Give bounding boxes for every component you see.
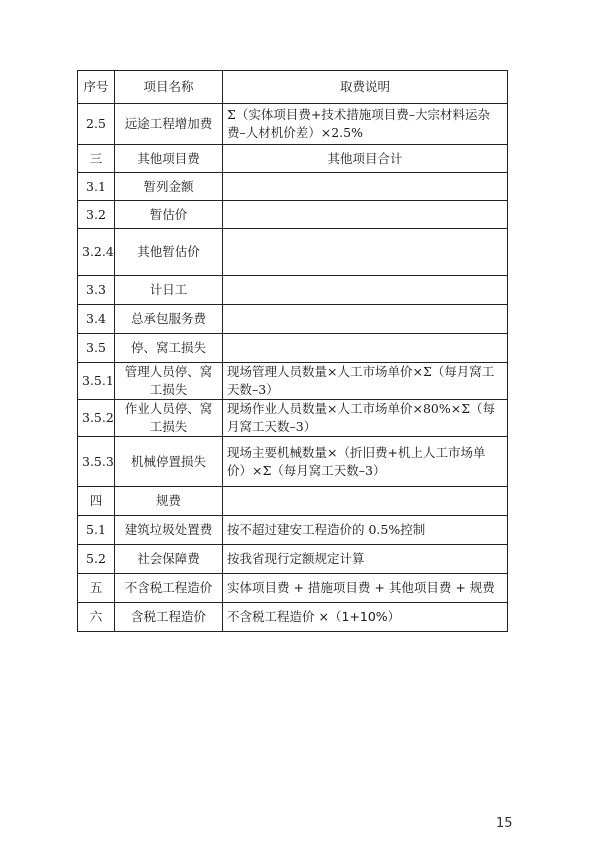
cell-item-name: 不含税工程造价 bbox=[115, 574, 223, 603]
cell-no: 5.2 bbox=[78, 545, 115, 574]
cell-no: 3.3 bbox=[78, 276, 115, 305]
page-number: 15 bbox=[496, 816, 513, 831]
cell-fee-description: 按不超过建安工程造价的 0.5%控制 bbox=[223, 516, 508, 545]
table-row bbox=[78, 400, 508, 437]
cell-no: 3.5.2 bbox=[78, 400, 115, 437]
cell-item-name: 含税工程造价 bbox=[115, 603, 223, 632]
cell-fee-description: 实体项目费 + 措施项目费 + 其他项目费 + 规费 bbox=[223, 574, 508, 603]
table-row bbox=[78, 305, 508, 334]
cell-no: 3.2.4 bbox=[78, 229, 115, 276]
cell-item-name: 暂列金额 bbox=[115, 173, 223, 201]
cell-no: 3.2 bbox=[78, 201, 115, 229]
cell-no: 六 bbox=[78, 603, 115, 632]
cell-fee-description: 现场管理人员数量×人工市场单价×Σ（每月窝工天数–3） bbox=[223, 363, 508, 400]
table-row bbox=[78, 173, 508, 201]
table-row bbox=[78, 545, 508, 574]
cell-item-name: 作业人员停、窝工损失 bbox=[115, 400, 223, 437]
cell-fee-description bbox=[223, 487, 508, 516]
cell-item-name: 其他项目费 bbox=[115, 145, 223, 173]
cell-no: 三 bbox=[78, 145, 115, 173]
cell-no: 3.1 bbox=[78, 173, 115, 201]
table-row bbox=[78, 603, 508, 632]
cell-fee-description bbox=[223, 229, 508, 276]
cell-item-name: 其他暂估价 bbox=[115, 229, 223, 276]
cell-fee-description: 其他项目合计 bbox=[223, 145, 508, 173]
table-row bbox=[78, 276, 508, 305]
table-row bbox=[78, 516, 508, 545]
cell-item-name: 停、窝工损失 bbox=[115, 334, 223, 363]
table-row bbox=[78, 574, 508, 603]
cell-fee-description bbox=[223, 173, 508, 201]
table-row bbox=[78, 201, 508, 229]
table-header-row bbox=[78, 71, 508, 104]
cell-item-name: 建筑垃圾处置费 bbox=[115, 516, 223, 545]
header-name: 项目名称 bbox=[115, 71, 223, 104]
table-row bbox=[78, 104, 508, 145]
table-row bbox=[78, 487, 508, 516]
cell-item-name: 计日工 bbox=[115, 276, 223, 305]
table-row bbox=[78, 145, 508, 173]
table-row bbox=[78, 437, 508, 487]
table-row bbox=[78, 229, 508, 276]
cell-fee-description: 不含税工程造价 ×（1+10%） bbox=[223, 603, 508, 632]
cell-fee-description bbox=[223, 305, 508, 334]
header-desc: 取费说明 bbox=[223, 71, 508, 104]
cell-item-name: 管理人员停、窝工损失 bbox=[115, 363, 223, 400]
fee-table bbox=[77, 70, 508, 632]
cell-fee-description bbox=[223, 276, 508, 305]
cell-item-name: 社会保障费 bbox=[115, 545, 223, 574]
cell-item-name: 机械停置损失 bbox=[115, 437, 223, 487]
cell-no: 五 bbox=[78, 574, 115, 603]
cell-fee-description: Σ（实体项目费+技术措施项目费–大宗材料运杂费–人材机价差）×2.5% bbox=[223, 104, 508, 145]
cell-fee-description: 现场作业人员数量×人工市场单价×80%×Σ（每月窝工天数–3） bbox=[223, 400, 508, 437]
cell-fee-description: 现场主要机械数量×（折旧费+机上人工市场单价）×Σ（每月窝工天数–3） bbox=[223, 437, 508, 487]
cell-item-name: 总承包服务费 bbox=[115, 305, 223, 334]
cell-item-name: 远途工程增加费 bbox=[115, 104, 223, 145]
cell-no: 2.5 bbox=[78, 104, 115, 145]
cell-no: 3.4 bbox=[78, 305, 115, 334]
cell-no: 3.5.1 bbox=[78, 363, 115, 400]
cell-no: 3.5.3 bbox=[78, 437, 115, 487]
cell-item-name: 暂估价 bbox=[115, 201, 223, 229]
header-no: 序号 bbox=[78, 71, 115, 104]
cell-fee-description bbox=[223, 334, 508, 363]
cell-no: 3.5 bbox=[78, 334, 115, 363]
cell-item-name: 规费 bbox=[115, 487, 223, 516]
cell-no: 5.1 bbox=[78, 516, 115, 545]
table-row bbox=[78, 363, 508, 400]
cell-fee-description bbox=[223, 201, 508, 229]
table-row bbox=[78, 334, 508, 363]
cell-fee-description: 按我省现行定额规定计算 bbox=[223, 545, 508, 574]
cell-no: 四 bbox=[78, 487, 115, 516]
